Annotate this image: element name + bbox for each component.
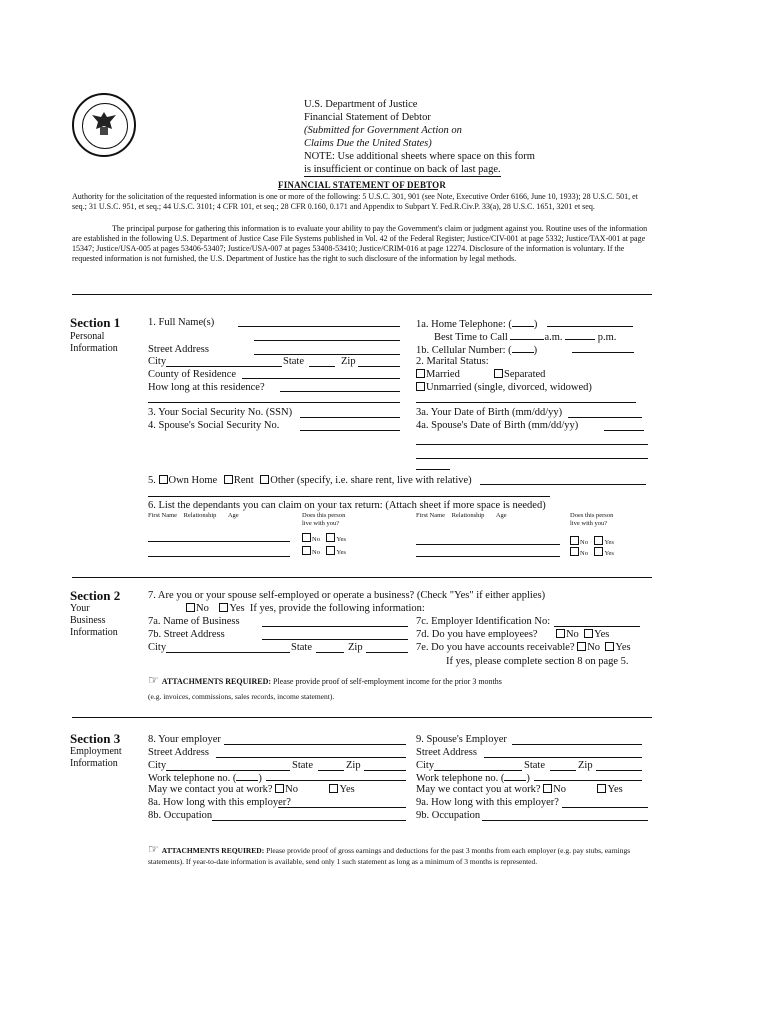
section8-note: If yes, please complete section 8 on page 5. xyxy=(446,656,629,667)
business-street-label: 7b. Street Address xyxy=(148,629,225,640)
employer-label: 8. Your employer xyxy=(148,734,221,745)
rent-option[interactable]: Rent xyxy=(224,475,254,486)
separated-option[interactable]: Separated xyxy=(494,368,545,381)
employer-contact-no[interactable]: No xyxy=(275,784,298,795)
dep-field[interactable] xyxy=(148,556,290,557)
dep-header-right: First Name Relationship Age xyxy=(416,512,507,519)
section2-title: Section 2 xyxy=(70,588,121,603)
spouse-zip-label: Zip xyxy=(578,760,593,771)
full-name-label: 1. Full Name(s) xyxy=(148,317,215,328)
city-label: City xyxy=(148,356,167,367)
checkbox-icon xyxy=(159,475,168,484)
occupation-field[interactable] xyxy=(212,820,406,821)
section1-label: Personal Information xyxy=(70,331,118,354)
employer-street-label: Street Address xyxy=(148,747,209,758)
other-option[interactable]: Other (specify, i.e. share rent, live with relative) xyxy=(260,475,471,486)
section3-title: Section 3 xyxy=(70,731,121,746)
zip-label: Zip xyxy=(341,356,356,367)
county-label: County of Residence xyxy=(148,369,237,380)
housing-question: 5. Own Home Rent Other (specify, i.e. share rent, live with relative) xyxy=(148,475,472,486)
checkbox-icon xyxy=(224,475,233,484)
spouse-tel-field[interactable] xyxy=(534,780,642,781)
spouse-contact-no[interactable]: No xyxy=(543,784,566,795)
own-home-option[interactable]: Own Home xyxy=(159,475,218,486)
street-label: Street Address xyxy=(148,344,209,355)
spouse-ssn-field[interactable] xyxy=(300,430,400,431)
header-line: (Submitted for Government Action on xyxy=(304,125,462,136)
city-field[interactable] xyxy=(166,366,282,367)
header-line: NOTE: Use additional sheets where space on this form xyxy=(304,151,535,162)
spouse-occupation-field[interactable] xyxy=(482,820,648,821)
dep-row-1-left[interactable]: No Yes xyxy=(302,533,346,544)
spouse-state-field[interactable] xyxy=(550,770,576,771)
ssn-label: 3. Your Social Security No. (SSN) xyxy=(148,407,293,418)
section2-label: Your Business Information xyxy=(70,603,118,638)
spouse-dob-label: 4a. Spouse's Date of Birth (mm/dd/yy) xyxy=(416,420,579,431)
checkbox-icon xyxy=(260,475,269,484)
employer-contact-question: May we contact you at work? No Yes xyxy=(148,784,355,795)
business-name-label: 7a. Name of Business xyxy=(148,616,240,627)
checkbox-icon xyxy=(416,382,425,391)
business-city-field[interactable] xyxy=(166,652,290,653)
pointing-hand-icon: ☞ xyxy=(148,673,159,687)
section1-title: Section 1 xyxy=(70,315,121,330)
how-long-field[interactable] xyxy=(280,391,400,392)
full-name-field[interactable] xyxy=(238,326,400,327)
checkbox-icon xyxy=(494,369,503,378)
married-option[interactable]: Married xyxy=(416,368,460,381)
spouse-dob-field[interactable] xyxy=(604,430,644,431)
employer-tel-label: Work telephone no. ( ) xyxy=(148,770,262,785)
cell-field[interactable] xyxy=(572,352,634,353)
business-state-field[interactable] xyxy=(316,652,344,653)
spouse-employer-label: 9. Spouse's Employer xyxy=(416,734,507,745)
employer-street-field[interactable] xyxy=(216,757,406,758)
receivable-yes[interactable]: Yes xyxy=(605,642,630,653)
zip-field[interactable] xyxy=(358,366,400,367)
page-title: FINANCIAL STATEMENT OF DEBTOR xyxy=(278,180,447,190)
dep-row-2-left[interactable]: No Yes xyxy=(302,546,346,557)
cell-label: 1b. Cellular Number: ( ) xyxy=(416,342,537,357)
authority-paragraph: Authority for the solicitation of the requested information is one or more of the following: 5 U.S.C. 301, 901 (see Note, Executive Order 6166, June 10, 1933); 28 U.S.C. 501, et seq.; 31 U.S.C. 951, et seq.; 44 U.S.C. 3101; 4 CFR 101, et seq.; 28 CFR 0.160, 0.171 and Appendix to Subpart Y. Fed.R.Civ.P. 33(a), 28 U.S.C. 1651, 3201 et seq. xyxy=(72,192,638,211)
ssn-field[interactable] xyxy=(300,417,400,418)
state-label: State xyxy=(283,356,304,367)
eagle-icon xyxy=(90,109,118,139)
doj-seal-logo xyxy=(72,93,136,157)
self-employed-no[interactable]: No xyxy=(186,603,209,614)
employees-question: 7d. Do you have employees? No Yes xyxy=(416,629,610,640)
employees-no[interactable]: No xyxy=(556,629,579,640)
business-street-field[interactable] xyxy=(262,639,408,640)
spouse-city-label: City xyxy=(416,760,435,771)
street-field[interactable] xyxy=(254,354,400,355)
employer-zip-label: Zip xyxy=(346,760,361,771)
spouse-how-long-label: 9a. How long with this employer? xyxy=(416,797,559,808)
spouse-state-label: State xyxy=(524,760,545,771)
employment-attachments: ☞ ATTACHMENTS REQUIRED: Please provide proof of gross earnings and deductions for the past 3 months from each employer (e.g. pay stubs, earnings statements). If year-to-date information is available, send only 1 such statement as long as a minimum of 3 months is represented. xyxy=(148,842,631,866)
business-state-label: State xyxy=(291,642,312,653)
employer-how-long-field[interactable] xyxy=(278,807,406,808)
purpose-paragraph: The principal purpose for gathering this information is to evaluate your ability to pay the Government's claim or judgment against you. Routine uses of the information are established in the following U.S. Department of Justice Case File Systems published in Vol. 42 of the Federal Register; Justice/CIV-001 at page 5332; Justice/TAX-001 at page 15347; Justice/USA-005 at pages 53406-53407; Justice/USA-007 at pages 53408-53410; Justice/CRIM-016 at page 12274. Disclosure of the information is voluntary. If the requested information is not furnished, the U.S. Department of Justice has the right to such disclosure of the information by legal methods. xyxy=(72,224,648,263)
county-field[interactable] xyxy=(242,378,400,379)
spouse-street-field[interactable] xyxy=(484,757,642,758)
self-employed-yes[interactable]: Yes xyxy=(219,603,244,614)
business-attachments: ☞ ATTACHMENTS REQUIRED: Please provide proof of self-employment income for the prior 3 months xyxy=(148,673,502,687)
dep-row-1-right[interactable]: No Yes xyxy=(570,536,614,547)
pointing-hand-icon: ☞ xyxy=(148,842,159,856)
employer-state-label: State xyxy=(292,760,313,771)
header-line: Financial Statement of Debtor xyxy=(304,112,431,123)
employer-how-long-label: 8a. How long with this employer? xyxy=(148,797,291,808)
dep-does-left: Does this person live with you? xyxy=(302,512,346,527)
business-name-field[interactable] xyxy=(262,626,408,627)
header-line: is insufficient or continue on back of last page. xyxy=(304,164,501,175)
spouse-tel-label: Work telephone no. ( ) xyxy=(416,770,530,785)
employer-field[interactable] xyxy=(224,744,406,745)
section3-label: Employment Information xyxy=(70,746,122,769)
checkbox-icon xyxy=(416,369,425,378)
spouse-occupation-label: 9b. Occupation xyxy=(416,810,481,821)
spouse-contact-yes[interactable]: Yes xyxy=(597,784,622,795)
employer-city-label: City xyxy=(148,760,167,771)
self-employed-options: No Yes If yes, provide the following information: xyxy=(186,602,425,615)
dob-label: 3a. Your Date of Birth (mm/dd/yy) xyxy=(416,407,563,418)
employees-yes[interactable]: Yes xyxy=(584,629,609,640)
unmarried-option[interactable]: Unmarried (single, divorced, widowed) xyxy=(416,381,592,394)
spouse-contact-question: May we contact you at work? No Yes xyxy=(416,784,623,795)
receivable-no[interactable]: No xyxy=(577,642,600,653)
spouse-employer-field[interactable] xyxy=(512,744,642,745)
spouse-street-label: Street Address xyxy=(416,747,477,758)
employer-zip-field[interactable] xyxy=(364,770,406,771)
ein-label: 7c. Employer Identification No: xyxy=(416,616,551,627)
dep-row-2-right[interactable]: No Yes xyxy=(570,547,614,558)
employer-contact-yes[interactable]: Yes xyxy=(329,784,354,795)
dep-field[interactable] xyxy=(148,541,290,542)
best-time-label: Best Time to Call a.m. p.m. xyxy=(434,329,616,344)
header-line: Claims Due the United States) xyxy=(304,138,432,149)
form-header xyxy=(304,98,535,177)
state-field[interactable] xyxy=(309,366,335,367)
dependants-question: 6. List the dependants you can claim on your tax return: (Attach sheet if more space is needed) xyxy=(148,500,546,511)
business-city-label: City xyxy=(148,642,167,653)
dep-field[interactable] xyxy=(416,544,560,545)
business-zip-label: Zip xyxy=(348,642,363,653)
self-employed-question: 7. Are you or your spouse self-employed or operate a business? (Check "Yes" if either applies) xyxy=(148,590,546,601)
employer-state-field[interactable] xyxy=(318,770,344,771)
spouse-zip-field[interactable] xyxy=(596,770,642,771)
header-line: U.S. Department of Justice xyxy=(304,99,418,110)
home-tel-field[interactable] xyxy=(547,326,633,327)
spouse-how-long-field[interactable] xyxy=(562,807,648,808)
occupation-label: 8b. Occupation xyxy=(148,810,213,821)
spouse-ssn-label: 4. Spouse's Social Security No. xyxy=(148,420,280,431)
receivable-question: 7e. Do you have accounts receivable? No Yes xyxy=(416,642,631,653)
business-attachments-examples: (e.g. invoices, commissions, sales records, income statement). xyxy=(148,692,335,701)
other-field[interactable] xyxy=(480,484,646,485)
dob-field[interactable] xyxy=(568,417,642,418)
home-tel-label: 1a. Home Telephone: ( ) xyxy=(416,316,537,331)
dep-does-right: Does this person live with you? xyxy=(570,512,614,527)
ein-field[interactable] xyxy=(554,626,640,627)
marital-label: 2. Marital Status: xyxy=(416,356,489,367)
how-long-label: How long at this residence? xyxy=(148,382,265,393)
business-zip-field[interactable] xyxy=(366,652,408,653)
dep-field[interactable] xyxy=(416,556,560,557)
dep-header-left: First Name Relationship Age xyxy=(148,512,239,519)
employer-tel-field[interactable] xyxy=(266,780,406,781)
